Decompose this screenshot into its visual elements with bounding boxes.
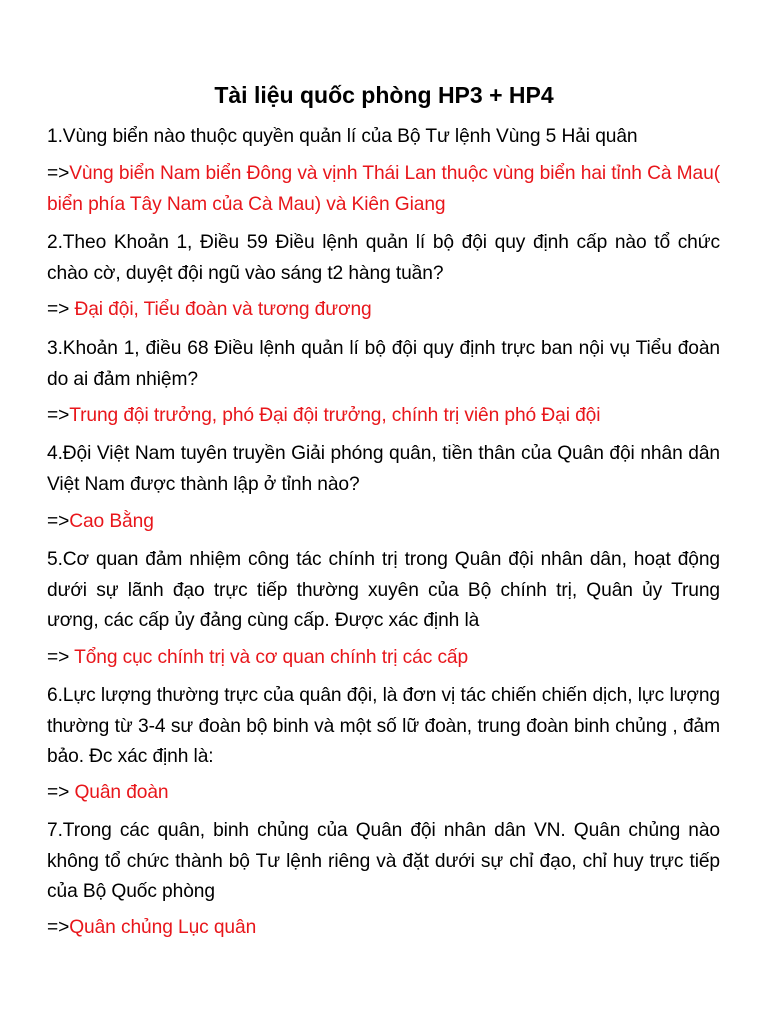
- answer-text: Tổng cục chính trị và cơ quan chính trị các cấp: [74, 647, 469, 668]
- answer-arrow: =>: [47, 511, 70, 532]
- question-1: 1.Vùng biển nào thuộc quyền quản lí của Bộ Tư lệnh Vùng 5 Hải quân: [47, 126, 638, 147]
- answer-4: [47, 507, 720, 538]
- answer-text: Trung đội trưởng, phó Đại đội trưởng, chính trị viên phó Đại đội: [69, 405, 601, 426]
- answer-text: Đại đội, Tiểu đoàn và tương đương: [74, 299, 372, 320]
- answer-text: Cao Bằng: [69, 511, 154, 532]
- question-4: 4.Đội Việt Nam tuyên truyền Giải phóng quân, tiền thân của Quân đội nhân dân Việt Nam được thành lập ở tỉnh nào?: [47, 443, 720, 495]
- question-6: 6.Lực lượng thường trực của quân đội, là đơn vị tác chiến chiến dịch, lực lượng thường từ 3-4 sư đoàn bộ binh và một số lữ đoàn, trung đoàn binh chủng , đảm bảo. Đc xác định là:: [47, 685, 720, 767]
- question-2: 2.Theo Khoản 1, Điều 59 Điều lệnh quản lí bộ đội quy định cấp nào tổ chức chào cờ, duyệt đội ngũ vào sáng t2 hàng tuần?: [47, 232, 720, 284]
- answer-1: [47, 159, 720, 220]
- answer-text: Vùng biển Nam biển Đông và vịnh Thái Lan thuộc vùng biển hai tỉnh Cà Mau( biển phía Tây Nam của Cà Mau) và Kiên Giang: [47, 163, 720, 215]
- answer-7: [47, 913, 720, 944]
- answer-arrow: =>: [47, 647, 75, 668]
- answer-arrow: =>: [47, 299, 75, 320]
- answer-text: Quân đoàn: [74, 782, 169, 803]
- answer-text: Quân chủng Lục quân: [69, 917, 257, 938]
- question-5: 5.Cơ quan đảm nhiệm công tác chính trị trong Quân đội nhân dân, hoạt động dưới sự lãnh đạo trực tiếp thường xuyên của Bộ chính trị, Quân ủy Trung ương, các cấp ủy đảng cùng cấp. Được xác định là: [47, 549, 720, 631]
- answer-6: [47, 778, 720, 809]
- question-3: 3.Khoản 1, điều 68 Điều lệnh quản lí bộ đội quy định trực ban nội vụ Tiểu đoàn do ai đảm nhiệm?: [47, 338, 720, 390]
- document-title: Tài liệu quốc phòng HP3 + HP4: [214, 82, 554, 108]
- question-7: 7.Trong các quân, binh chủng của Quân đội nhân dân VN. Quân chủng nào không tổ chức thành bộ Tư lệnh riêng và đặt dưới sự chỉ đạo, chỉ huy trực tiếp của Bộ Quốc phòng: [47, 820, 720, 902]
- answer-5: [47, 643, 720, 674]
- answer-arrow: =>: [47, 782, 75, 803]
- answer-arrow: =>: [47, 405, 70, 426]
- answer-arrow: =>: [47, 163, 70, 184]
- answer-3: [47, 401, 720, 432]
- answer-arrow: =>: [47, 917, 70, 938]
- answer-2: [47, 295, 720, 326]
